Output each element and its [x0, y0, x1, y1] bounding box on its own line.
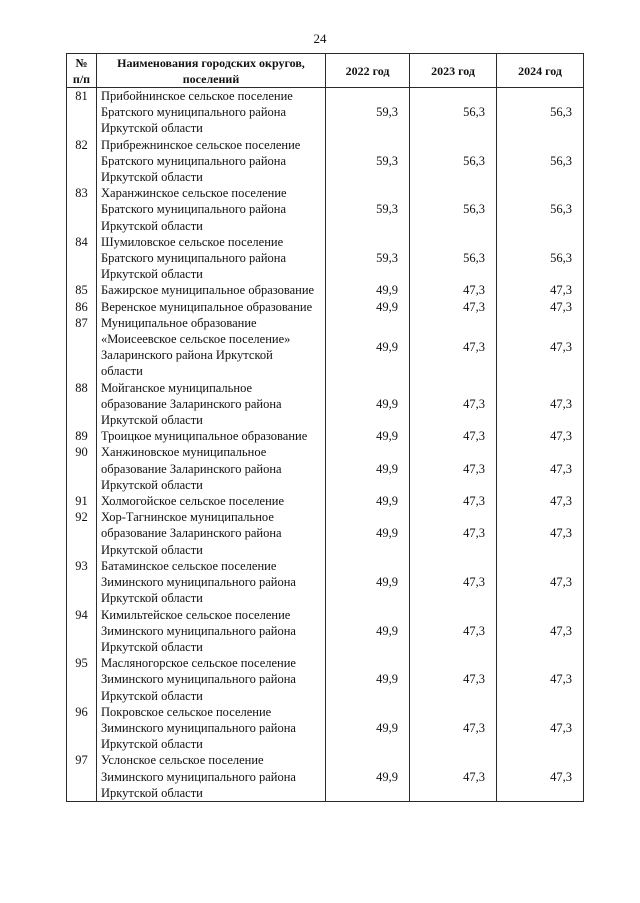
value-2024: 47,3	[497, 428, 584, 444]
table-row	[67, 428, 584, 444]
value-2022: 49,9	[326, 282, 410, 298]
column-header-2022: 2022 год	[326, 54, 410, 88]
row-number: 91	[67, 493, 97, 509]
row-number: 90	[67, 444, 97, 493]
value-2024: 56,3	[497, 137, 584, 186]
column-header-2024: 2024 год	[497, 54, 584, 88]
value-2024: 47,3	[497, 607, 584, 656]
value-2023: 47,3	[410, 558, 497, 607]
value-2023: 47,3	[410, 704, 497, 753]
value-2022: 49,9	[326, 704, 410, 753]
value-2022: 49,9	[326, 299, 410, 315]
settlement-name: Харанжинское сельское поселение Братского муниципального района Иркутской области	[97, 185, 326, 234]
value-2023: 47,3	[410, 607, 497, 656]
value-2023: 47,3	[410, 444, 497, 493]
column-header-number: № п/п	[67, 54, 97, 88]
table-row	[67, 509, 584, 558]
row-number: 92	[67, 509, 97, 558]
settlement-name: Бажирское муниципальное образование	[97, 282, 326, 298]
table-row	[67, 444, 584, 493]
row-number: 96	[67, 704, 97, 753]
row-number: 88	[67, 380, 97, 429]
value-2022: 49,9	[326, 493, 410, 509]
settlement-name: Батаминское сельское поселение Зиминского муниципального района Иркутской области	[97, 558, 326, 607]
row-number: 93	[67, 558, 97, 607]
table-row	[67, 315, 584, 380]
value-2022: 49,9	[326, 607, 410, 656]
value-2024: 56,3	[497, 234, 584, 283]
table-row	[67, 704, 584, 753]
value-2022: 49,9	[326, 558, 410, 607]
value-2022: 49,9	[326, 315, 410, 380]
value-2022: 49,9	[326, 444, 410, 493]
row-number: 81	[67, 88, 97, 137]
settlement-name: Прибрежнинское сельское поселение Братского муниципального района Иркутской области	[97, 137, 326, 186]
settlements-table	[66, 53, 584, 802]
value-2022: 49,9	[326, 380, 410, 429]
settlement-name: Ханжиновское муниципальное образование Заларинского района Иркутской области	[97, 444, 326, 493]
value-2023: 47,3	[410, 299, 497, 315]
value-2024: 47,3	[497, 282, 584, 298]
value-2024: 47,3	[497, 493, 584, 509]
value-2024: 47,3	[497, 380, 584, 429]
table-row	[67, 282, 584, 298]
value-2024: 47,3	[497, 655, 584, 704]
table-row	[67, 88, 584, 137]
value-2023: 47,3	[410, 493, 497, 509]
table-row	[67, 655, 584, 704]
settlement-name: Троицкое муниципальное образование	[97, 428, 326, 444]
table-row	[67, 493, 584, 509]
column-header-2023: 2023 год	[410, 54, 497, 88]
page-number: 24	[313, 31, 327, 46]
value-2024: 47,3	[497, 509, 584, 558]
settlement-name: Кимильтейское сельское поселение Зиминского муниципального района Иркутской области	[97, 607, 326, 656]
table-row	[67, 752, 584, 801]
value-2023: 47,3	[410, 282, 497, 298]
value-2023: 56,3	[410, 88, 497, 137]
value-2024: 47,3	[497, 299, 584, 315]
table-row	[67, 234, 584, 283]
value-2023: 47,3	[410, 509, 497, 558]
value-2024: 56,3	[497, 88, 584, 137]
value-2024: 47,3	[497, 752, 584, 801]
column-header-name: Наименования городских округов, поселений	[97, 54, 326, 88]
value-2024: 56,3	[497, 185, 584, 234]
value-2022: 49,9	[326, 428, 410, 444]
value-2023: 56,3	[410, 185, 497, 234]
value-2023: 47,3	[410, 428, 497, 444]
value-2022: 59,3	[326, 88, 410, 137]
value-2023: 47,3	[410, 752, 497, 801]
row-number: 86	[67, 299, 97, 315]
value-2022: 49,9	[326, 509, 410, 558]
value-2024: 47,3	[497, 315, 584, 380]
settlement-name: Прибойнинское сельское поселение Братского муниципального района Иркутской области	[97, 88, 326, 137]
row-number: 97	[67, 752, 97, 801]
value-2022: 49,9	[326, 752, 410, 801]
settlement-name: Хор-Тагнинское муниципальное образование Заларинского района Иркутской области	[97, 509, 326, 558]
settlement-name: Мойганское муниципальное образование Заларинского района Иркутской области	[97, 380, 326, 429]
settlement-name: Покровское сельское поселение Зиминского муниципального района Иркутской области	[97, 704, 326, 753]
row-number: 89	[67, 428, 97, 444]
row-number: 94	[67, 607, 97, 656]
value-2022: 59,3	[326, 234, 410, 283]
settlement-name: Услонское сельское поселение Зиминского муниципального района Иркутской области	[97, 752, 326, 801]
settlement-name: Веренское муниципальное образование	[97, 299, 326, 315]
value-2024: 47,3	[497, 444, 584, 493]
row-number: 95	[67, 655, 97, 704]
table-row	[67, 558, 584, 607]
value-2024: 47,3	[497, 558, 584, 607]
settlement-name: Холмогойское сельское поселение	[97, 493, 326, 509]
value-2023: 47,3	[410, 380, 497, 429]
settlement-name: Шумиловское сельское поселение Братского муниципального района Иркутской области	[97, 234, 326, 283]
settlement-name: Муниципальное образование «Моисеевское сельское поселение» Заларинского района Иркутской области	[97, 315, 326, 380]
value-2022: 59,3	[326, 137, 410, 186]
table-row	[67, 299, 584, 315]
table-header-row	[67, 54, 584, 88]
value-2023: 56,3	[410, 137, 497, 186]
row-number: 84	[67, 234, 97, 283]
row-number: 83	[67, 185, 97, 234]
table-row	[67, 380, 584, 429]
settlement-name: Масляногорское сельское поселение Зиминского муниципального района Иркутской области	[97, 655, 326, 704]
value-2023: 56,3	[410, 234, 497, 283]
value-2022: 49,9	[326, 655, 410, 704]
value-2023: 47,3	[410, 315, 497, 380]
table-row	[67, 137, 584, 186]
table-row	[67, 185, 584, 234]
row-number: 82	[67, 137, 97, 186]
table-row	[67, 607, 584, 656]
value-2024: 47,3	[497, 704, 584, 753]
value-2022: 59,3	[326, 185, 410, 234]
row-number: 87	[67, 315, 97, 380]
value-2023: 47,3	[410, 655, 497, 704]
row-number: 85	[67, 282, 97, 298]
